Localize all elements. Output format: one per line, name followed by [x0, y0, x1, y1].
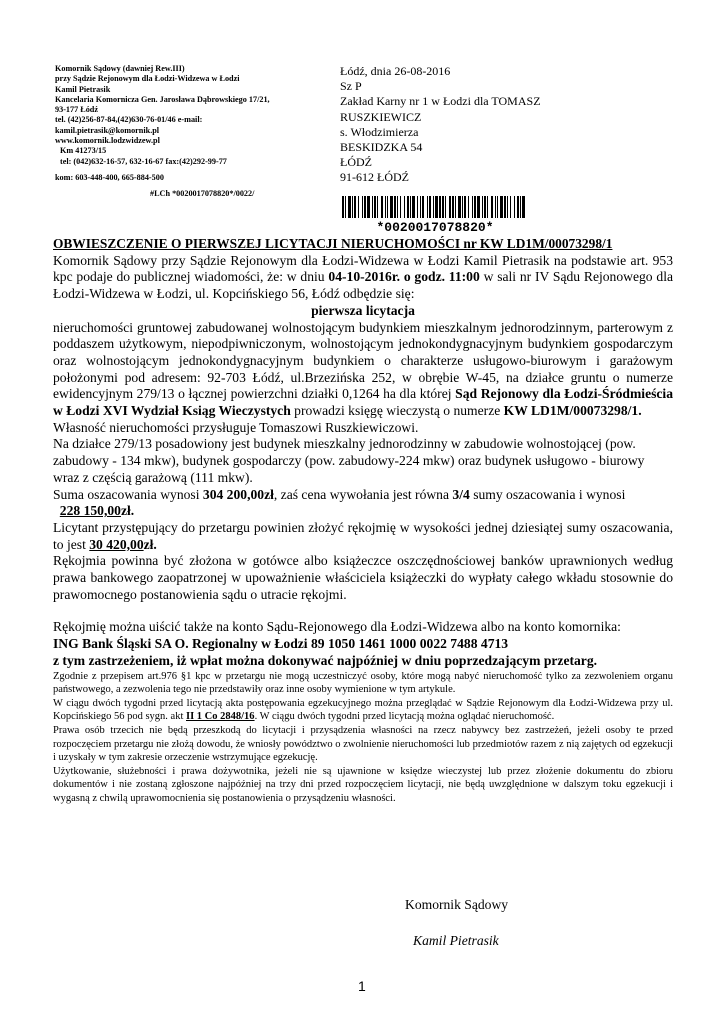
- barcode-bar: [390, 196, 393, 218]
- auction-date: 04-10-2016r. o godz. 11:00: [328, 269, 480, 285]
- barcode-bar: [497, 196, 498, 218]
- property-paragraph: [53, 320, 673, 420]
- barcode-bar: [354, 196, 356, 218]
- valuation-fraction: 3/4: [452, 486, 470, 502]
- barcode-bar: [372, 196, 373, 218]
- recipient-line: RUSZKIEWICZ: [340, 109, 422, 124]
- barcode-bar: [510, 196, 511, 218]
- barcode-bar: [374, 196, 376, 218]
- sender-line: Kancelaria Komornicza Gen. Jarosława Dąbrowskiego 17/21,: [55, 94, 270, 104]
- barcode-bar: [385, 196, 386, 218]
- ownership-paragraph: Własność nieruchomości przysługuje Tomaszowi Ruszkiewiczowi.: [53, 419, 419, 435]
- barcode-bar: [433, 196, 434, 218]
- sender-website: www.komornik.lodzwidzew.pl: [55, 136, 160, 146]
- barcode-bar: [427, 196, 428, 218]
- intro-text-end: w sali nr IV Sądu Rejonowego dla Łodzi-Widzewa w Łodzi, ul. Kopcińskiego 56, Łódź odbędzie się:: [53, 269, 674, 302]
- account-intro: Rękojmię można uiścić także na konto Sądu-Rejonowego dla Łodzi-Widzewa albo na konto komornika:: [53, 619, 621, 635]
- barcode-bar: [504, 196, 506, 218]
- note-third-party: Prawa osób trzecich nie będą przeszkodą do licytacji i przysądzenia własności na rzecz nabywcy bez zastrzeżeń, jeżeli osoby te przed rozpoczęciem przetargu nie złożą dowodu, że wniosły powództwo o zwolnienie nieruchomości lub przedmiotów razem z nią zajętych od egzekucji i uzyskały w tym zakresie orzeczenie wstrzymujące egzekucję.: [53, 724, 673, 764]
- sender-line: 93-177 Łódź: [55, 105, 98, 115]
- barcode-bar: [495, 196, 496, 218]
- sender-line: przy Sądzie Rejonowym dla Łodzi-Widzewa w Łodzi: [55, 74, 240, 84]
- valuation-paragraph: [53, 487, 673, 520]
- note-inspection: [53, 697, 673, 724]
- barcode-bar: [500, 196, 503, 218]
- payment-deadline-text: z tym zastrzeżeniem, iż wpłat można dokonywać najpóźniej w dniu poprzedzającym przetarg.: [53, 652, 598, 668]
- note-text: W ciągu dwóch tygodni przed licytacją akta postępowania egzekucyjnego można przeglądać w Sądzie Rejonowym dla Łodzi-Widzewa przy ul. Kopcińskiego 56 pod sygn. akt: [53, 697, 673, 723]
- barcode-bar: [442, 196, 444, 218]
- valuation-text: , zaś cena wywołania jest równa: [273, 486, 453, 502]
- bank-account-number: ING Bank Śląski SA O. Regionalny w Łodzi 89 1050 1461 1000 0022 7488 4713: [53, 636, 509, 652]
- barcode-bar: [352, 196, 353, 218]
- barcode-bar: [387, 196, 388, 218]
- barcode-bar: [468, 196, 469, 218]
- recipient-line: Zakład Karny nr 1 w Łodzi dla TOMASZ: [340, 94, 541, 109]
- signature-role: Komornik Sądowy: [405, 897, 509, 912]
- recipient-line: 91-612 ŁÓDŹ: [340, 170, 409, 185]
- bank-account: [53, 636, 673, 653]
- sender-email: kamil.pietrasik@komornik.pl: [55, 125, 160, 135]
- barcode-bar: [429, 196, 431, 218]
- barcode-bar: [410, 196, 411, 218]
- sender-line: Komornik Sądowy (dawniej Rew.III): [55, 64, 185, 73]
- sender-mobile: kom: 603-448-400, 665-884-500: [55, 172, 164, 182]
- auction-type-label: pierwsza licytacja: [311, 302, 415, 318]
- barcode-bar: [400, 196, 401, 218]
- barcode-bar: [491, 196, 493, 218]
- barcode-text: *0020017078820*: [376, 220, 494, 232]
- intro-paragraph: [53, 253, 673, 303]
- barcode-bar: [397, 196, 398, 218]
- valuation-text: sumy oszacowania i wynosi: [469, 486, 626, 502]
- valuation-sum: 304 200,00zł: [202, 486, 274, 502]
- barcode-bar: [342, 196, 344, 218]
- valuation-text: Suma oszacowania wynosi: [53, 486, 203, 502]
- recipient-line: Sz P: [340, 79, 362, 94]
- barcode-bar: [514, 196, 515, 218]
- case-number: Km 41273/15: [60, 146, 107, 156]
- sender-phone: tel: (042)632-16-57, 632-16-67 fax:(42)292-99-77: [60, 156, 227, 166]
- barcode-bar: [348, 196, 351, 218]
- currency: zł.: [120, 503, 135, 519]
- barcode-bar: [487, 196, 488, 218]
- deposit-text: Licytant przystępujący do przetargu powinien złożyć rękojmię w wysokości jednej dziesiątej sumy oszacowania, to jest: [53, 519, 673, 552]
- barcode-bar: [474, 196, 476, 218]
- recipient-line: s. Włodzimierza: [340, 124, 419, 139]
- barcode-bar: [412, 196, 415, 218]
- barcode-bar: [477, 196, 480, 218]
- barcode-bar: [367, 196, 370, 218]
- barcode-bar: [417, 196, 418, 218]
- property-description: nieruchomości gruntowej zabudowanej wolnostojącym budynkiem mieszkalnym jednorodzinnym, parterowym z poddaszem użytkowym, niepodpiwniczonym, wolnostojącym jednokondygnacyjnym budynkiem gospodarczym oraz wolnostojącym jednokondygnacyjnym budynkiem o charakterze usługowo-biurowym i garażowym położonymi pod adresem: 92-703 Łódź, ul.Brzezińska 252, w obrębie W-45, na działce gruntu o numerze ewidencyjnym 279/13 o łącznej powierzchni działki 0,1264 ha dla której: [53, 319, 673, 402]
- land-register-court: Sąd Rejonowy dla Łodzi-Śródmieścia w Łodzi XVI Wydział Ksiąg Wieczystych: [53, 386, 674, 419]
- note-art976: Zgodnie z przepisem art.976 §1 kpc w przetargu nie mogą uczestniczyć osoby, które mogą nabyć nieruchomość tylko za zezwoleniem organu państwowego, a zezwolenia tego nie przedstawiły oraz inne osoby wymienione w tym artykule.: [53, 670, 673, 696]
- barcode-bar: [358, 196, 359, 218]
- note-easements: Użytkowanie, służebności i prawa dożywotnika, jeżeli nie są ujawnione w księdze wieczystej lub przez złożenie dokumentu do zbioru dokumentów i nie zostaną zgłoszone najpóźniej na trzy dni przed rozpoczęciem licytacji, nie będą uwzględnione w dalszym toku egzekucji i wygasną z chwilą uprawomocnienia się postanowienia o przysądzeniu własności.: [53, 765, 673, 804]
- sender-block: [55, 64, 305, 200]
- barcode-bar: [381, 196, 383, 218]
- barcode-bar: [458, 196, 461, 218]
- payment-deadline: [53, 653, 673, 670]
- intro-text: Komornik Sądowy przy Sądzie Rejonowym dla Łodzi-Widzewa w Łodzi Kamil Pietrasik na podstawie art. 953 kpc podaje do publicznej wiadomości, że: w dniu: [53, 252, 673, 285]
- barcode-bar: [462, 196, 463, 218]
- land-register-number: KW LD1M/00073298/1.: [503, 403, 642, 419]
- notice-title: OBWIESZCZENIE O PIERWSZEJ LICYTACJI NIERUCHOMOŚCI nr KW LD1M/00073298/1: [53, 236, 613, 251]
- recipient-line: BESKIDZKA 54: [340, 140, 423, 155]
- barcode-bar: [362, 196, 363, 218]
- barcode-bar: [445, 196, 446, 218]
- deposit-form-paragraph: Rękojmia powinna być złożona w gotówce albo książeczce oszczędnościowej banków uprawnionych według prawa bankowego zaopatrzonej w upoważnienie właściciela książeczki do wypłaty całego wkładu stosownie do prawomocnego postanowienia sądu o utracie rękojmi.: [53, 553, 673, 602]
- starting-price: 228 150,00: [59, 503, 121, 519]
- auction-type: [53, 303, 673, 320]
- barcode-bar: [507, 196, 508, 218]
- barcode-bar: [517, 196, 519, 218]
- barcode-bar: [522, 196, 525, 218]
- barcode: [340, 196, 530, 232]
- recipient-line: ŁÓDŹ: [340, 155, 372, 170]
- barcode-bar: [364, 196, 366, 218]
- barcode-bar: [449, 196, 451, 218]
- sender-line: tel. (42)256-87-84,(42)630-76-01/46 e-mail:: [55, 115, 203, 125]
- barcode-bar: [455, 196, 456, 218]
- case-signature: II 1 Co 2848/16: [186, 711, 255, 723]
- barcode-bar: [394, 196, 396, 218]
- sender-line: Kamil Pietrasik: [55, 84, 111, 94]
- property-text: prowadzi księgę wieczystą o numerze: [290, 403, 504, 419]
- deposit-paragraph: [53, 520, 673, 553]
- barcode-bar: [484, 196, 486, 218]
- barcode-bar: [452, 196, 454, 218]
- note-text: . W ciągu dwóch tygodni przed licytacją można oglądać nieruchomość.: [254, 711, 555, 723]
- barcode-bar: [472, 196, 473, 218]
- barcode-bar: [435, 196, 438, 218]
- barcode-bar: [422, 196, 424, 218]
- barcode-bar: [520, 196, 521, 218]
- barcode-bar: [345, 196, 346, 218]
- barcode-bar: [404, 196, 405, 218]
- currency: zł.: [143, 536, 157, 552]
- deposit-amount: 30 420,00: [89, 536, 144, 552]
- barcode-bar: [464, 196, 466, 218]
- recipient-block: [340, 64, 541, 186]
- signature-name: Kamil Pietrasik: [413, 933, 499, 948]
- barcode-bar: [482, 196, 483, 218]
- barcode-bar: [420, 196, 421, 218]
- letter-date: Łódź, dnia 26-08-2016: [340, 64, 451, 78]
- buildings-paragraph: Na działce 279/13 posadowiony jest budynek mieszkalny jednorodzinny w zabudowie wolnostojącej (pow. zabudowy - 134 mkw), budynek gospodarczy (pow. zabudowy-224 mkw) oraz budynek usługowo - biurowy wraz z częścią garażową (111 mkw).: [53, 436, 645, 485]
- barcode-bar: [439, 196, 441, 218]
- page-number: 1: [358, 978, 366, 994]
- barcode-bar: [407, 196, 409, 218]
- reference-code: #LCh *0020017078820*/0022/: [150, 189, 255, 199]
- barcode-bar: [377, 196, 378, 218]
- notice-body: [53, 236, 673, 806]
